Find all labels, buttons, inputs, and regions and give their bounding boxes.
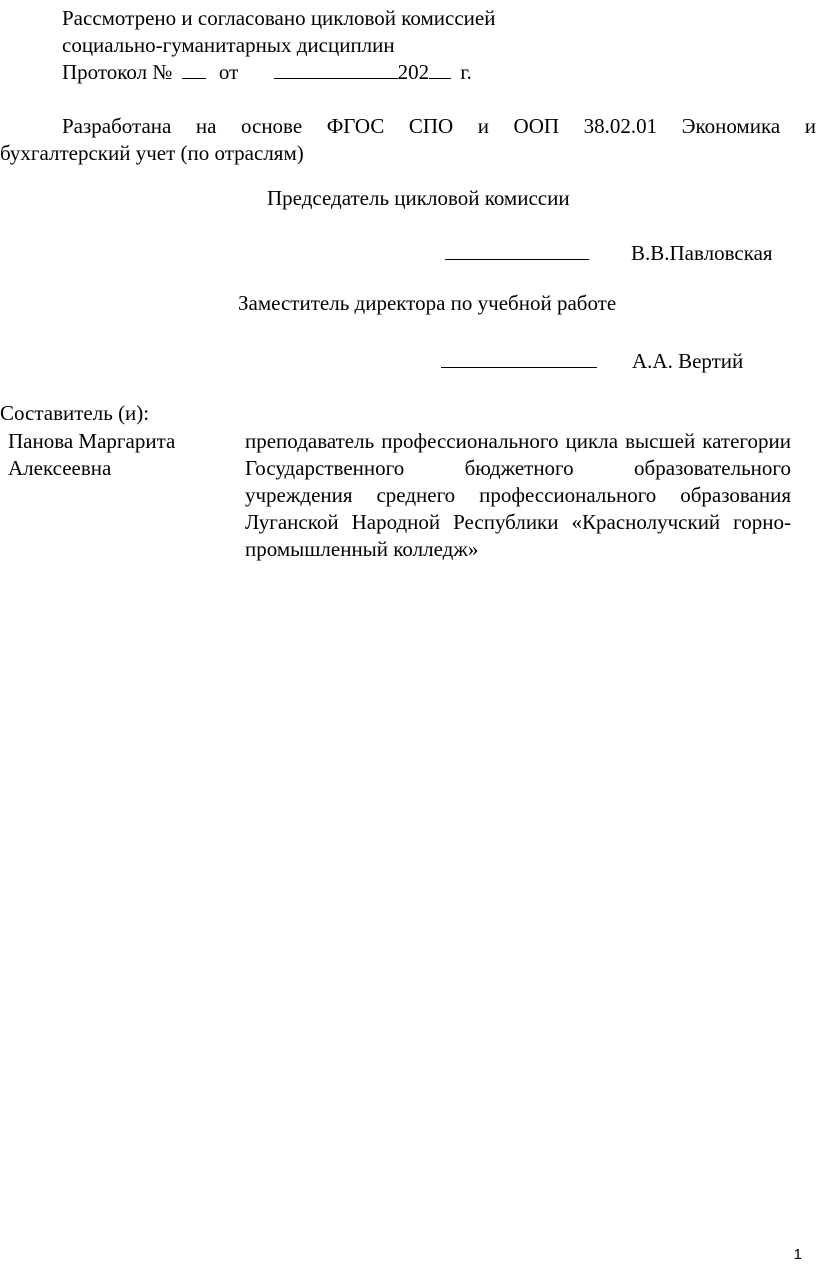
basis-word: основе	[240, 114, 303, 138]
chairman-signature-row	[445, 237, 773, 267]
protocol-year-suffix: г.	[460, 60, 472, 84]
page-number: 1	[793, 1246, 802, 1263]
approval-line-1: Рассмотрено и согласовано цикловой комиссией	[62, 6, 496, 30]
deputy-signature-line	[441, 345, 597, 368]
protocol-year: 202	[397, 60, 430, 84]
composer-label: Составитель (и):	[0, 401, 150, 425]
protocol-line	[62, 59, 472, 86]
protocol-from-label: от	[218, 60, 239, 84]
chairman-title: Председатель цикловой комиссии	[267, 186, 570, 210]
basis-word: ООП	[513, 114, 560, 138]
basis-word: и	[804, 114, 816, 138]
composer-name-line-1: Панова Маргарита	[8, 429, 176, 453]
composer-description: преподаватель профессионального цикла высшей категории Государственного бюджетного образовательного учреждения среднего профессионального образования Луганской Народной Республики «Краснолучский горно-промышленный колледж»	[245, 429, 791, 561]
chairman-signature-line	[445, 237, 589, 260]
protocol-year-blank	[429, 60, 451, 79]
protocol-label: Протокол №	[62, 60, 173, 84]
composer-name	[8, 428, 228, 482]
basis-word: ФГОС	[326, 114, 385, 138]
basis-word: СПО	[408, 114, 454, 138]
protocol-date-blank	[274, 60, 398, 79]
composer-name-line-2: Алексеевна	[8, 456, 112, 480]
approval-line-2: социально-гуманитарных дисциплин	[62, 33, 395, 57]
deputy-title: Заместитель директора по учебной работе	[238, 291, 617, 315]
basis-word: Разработана	[62, 114, 172, 138]
basis-paragraph	[0, 113, 816, 168]
basis-word: Экономика	[681, 114, 781, 138]
chairman-name: В.В.Павловская	[631, 241, 773, 265]
protocol-number-blank	[182, 60, 206, 79]
deputy-signature-row	[441, 345, 743, 375]
basis-line-1	[0, 113, 816, 140]
basis-line-2: бухгалтерский учет (по отраслям)	[0, 141, 304, 166]
deputy-name: А.А. Вертий	[632, 349, 744, 373]
basis-word: 38.02.01	[583, 114, 658, 138]
basis-word: на	[195, 114, 217, 138]
basis-word: и	[477, 114, 489, 138]
